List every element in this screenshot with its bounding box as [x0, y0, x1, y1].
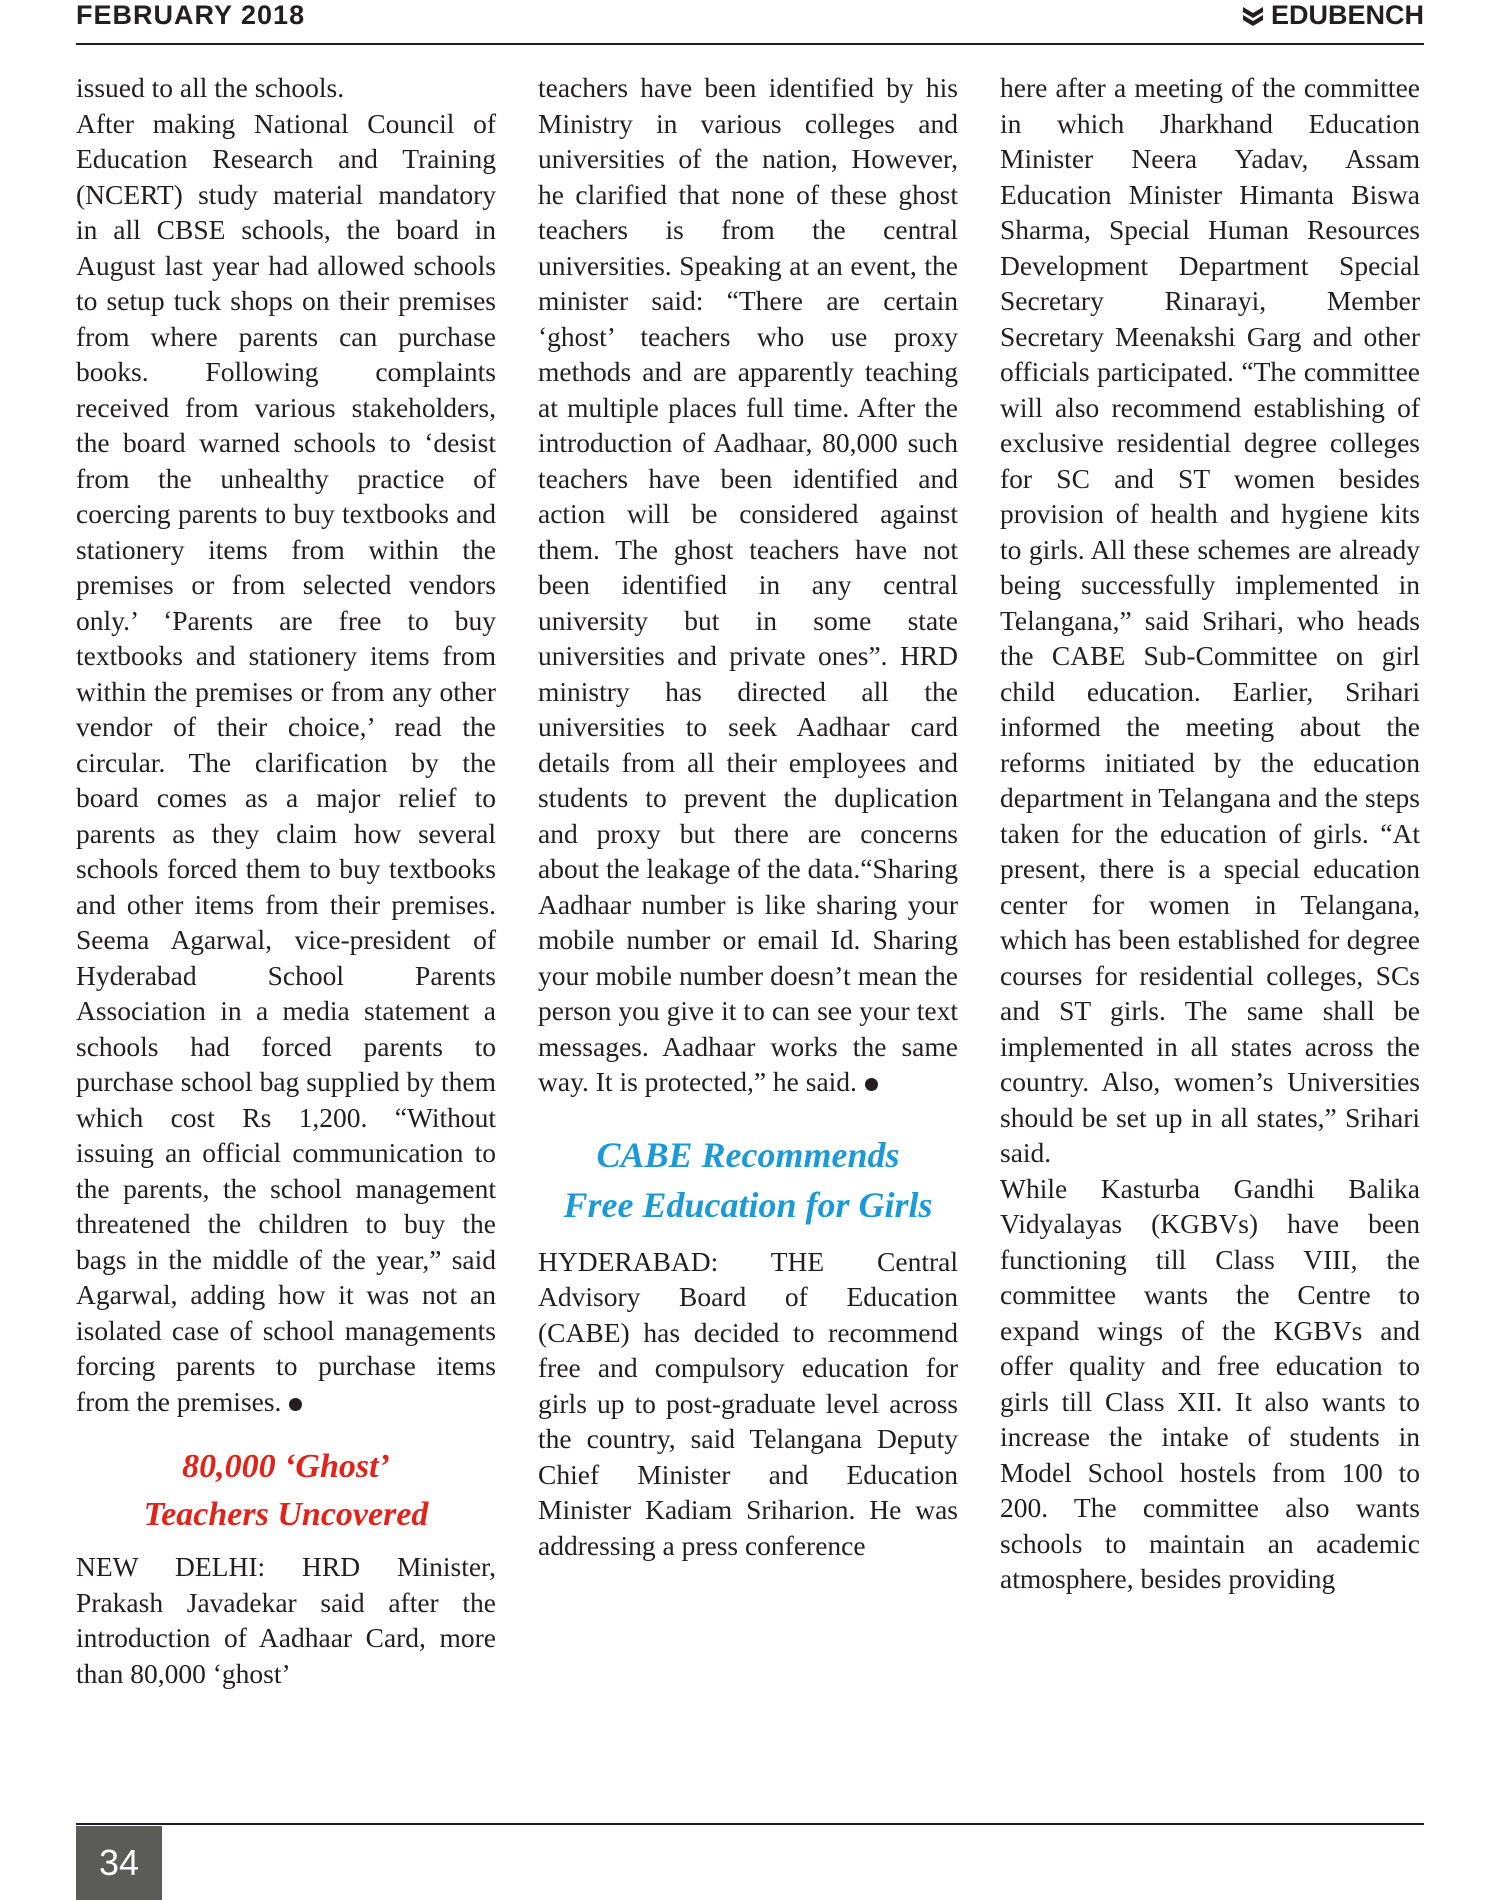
column-2 [538, 70, 958, 1563]
brand [1241, 0, 1424, 31]
headline-line: CABE Recommends [596, 1134, 900, 1175]
paragraph: HYDERABAD: THE Central Advisory Board of Education (CABE) has decided to recommend free and compulsory education for girls up to post-graduate level across the country, said Telangana Deputy Chief Minister and Education Minister Kadiam Sriharion. He was addressing a press conference [538, 1245, 958, 1561]
column-3 [1000, 70, 1420, 1597]
page-number: 34 [98, 1842, 140, 1883]
paragraph-text: After making National Council of Education Research and Training (NCERT) study material mandatory in all CBSE schools, the board in August last year had allowed schools to setup tuck shops on their premises from where parents can purchase books. Following complaints received from various stakeholders, the board warned schools to ‘desist from the unhealthy practice of coercing parents to buy textbooks and stationery items from within the premises or from selected vendors only.’ ‘Parents are free to buy textbooks and stationery items from within the premises or from any other vendor of their choice,’ read the circular. The clarification by the board comes as a major relief to parents as they claim how several schools forced them to buy textbooks and other items from their premises. Seema Agarwal, vice-president of Hyderabad School Parents Association in a media statement a schools had forced parents to purchase school bag supplied by them which cost Rs 1,200. “Without issuing an official communication to the parents, the school management threatened the children to buy the bags in the middle of the year,” said Agarwal, adding how it was not an isolated case of school managements forcing parents to purchase items from the premises. [76, 107, 496, 1417]
paragraph [76, 106, 496, 1420]
page-number-box [76, 1826, 162, 1900]
paragraph-text: teachers have been identified by his Ministry in various colleges and universities of the nation, However, he clarified that none of these ghost teachers is from the central universities. Speaking at an event, the minister said: “There are certain ‘ghost’ teachers who use proxy methods and are apparently teaching at multiple places full time. After the introduction of Aadhaar, 80,000 such teachers have been identified and action will be considered against them. The ghost teachers have not been identified in any central university but in some state universities and private ones”. HRD ministry has directed all the universities to seek Aadhaar card details from all their employees and students to prevent the duplication and proxy but there are concerns about the leakage of the data.“Sharing Aadhaar number is like sharing your mobile number or email Id. Sharing your mobile number doesn’t mean the person you give it to can see your text messages. Aadhaar works the same way. It is protected,” he said. [538, 72, 958, 1097]
headline-line: Teachers Uncovered [143, 1496, 429, 1533]
end-bullet-icon [865, 1078, 878, 1091]
paragraph: here after a meeting of the committee in which Jharkhand Education Minister Neera Yadav, Assam Education Minister Himanta Biswa Sharma, Special Human Resources Development Department Special Secretary Rinarayi, Member Secretary Meenakshi Garg and other officials participated. “The committee will also recommend establishing of exclusive residential degree colleges for SC and ST women besides provision of health and hygiene kits to girls. All these schemes are already being successfully implemented in Telangana,” said Srihari, who heads the CABE Sub-Committee on girl child education. Earlier, Srihari informed the meeting about the reforms initiated by the education department in Telangana and the steps taken for the education of girls. “At present, there is a special education center for women in Telangana, which has been established for degree courses for residential colleges, SCs and ST girls. The same shall be implemented in all states across the country. Also, women’s Universities should be set up in all states,” Srihari said. [1000, 72, 1420, 1168]
paragraph: issued to all the schools. [76, 72, 345, 103]
end-bullet-icon [289, 1398, 302, 1411]
article-headline-cabe [538, 1130, 958, 1230]
headline-line: Free Education for Girls [563, 1184, 933, 1225]
brand-name: EDUBENCH [1270, 0, 1424, 30]
column-1 [76, 70, 496, 1691]
headline-line: 80,000 ‘Ghost’ [182, 1448, 390, 1485]
edubench-logo-icon [1241, 4, 1265, 28]
paragraph: While Kasturba Gandhi Balika Vidyalayas (KGBVs) have been functioning till Class VIII, the committee wants the Centre to expand wings of the KGBVs and offer quality and free education to girls till Class XII. It also wants to increase the intake of students in Model School hostels from 100 to 200. The committee also wants schools to maintain an academic atmosphere, besides providing [1000, 1172, 1420, 1594]
page-header [76, 0, 1424, 45]
footer-rule [76, 1823, 1424, 1825]
article-headline-ghost-teachers [76, 1443, 496, 1539]
issue-date: FEBRUARY 2018 [76, 0, 306, 30]
paragraph [538, 70, 958, 1100]
paragraph: NEW DELHI: HRD Minister, Prakash Javadekar said after the introduction of Aadhaar Card, more than 80,000 ‘ghost’ [76, 1551, 496, 1689]
